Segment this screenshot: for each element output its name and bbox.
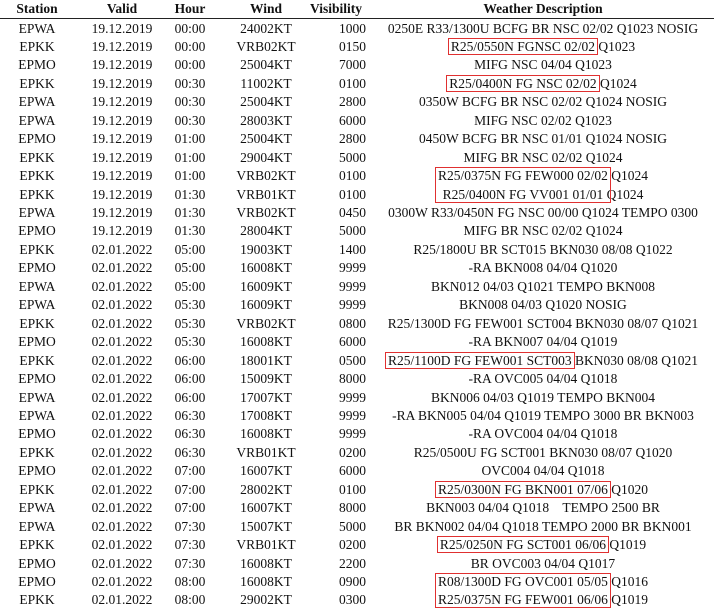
header-station: Station bbox=[16, 1, 58, 16]
visibility-cell: 0300 bbox=[339, 592, 366, 608]
table-row bbox=[0, 370, 714, 389]
hour-cell: 00:30 bbox=[174, 94, 206, 110]
description-text: MIFG NSC 02/02 Q1023 bbox=[474, 112, 612, 128]
visibility-cell: 0200 bbox=[339, 537, 366, 553]
table-row bbox=[0, 425, 714, 444]
hour-cell: 01:00 bbox=[174, 168, 206, 184]
description-text: BKN030 08/08 Q1021 bbox=[575, 352, 699, 368]
description-text: -RA OVC005 04/04 Q1018 bbox=[468, 371, 618, 387]
visibility-cell: 0150 bbox=[339, 38, 366, 54]
valid-cell: 02.01.2022 bbox=[91, 278, 153, 294]
weather-description-cell bbox=[372, 592, 714, 608]
visibility-cell: 0800 bbox=[339, 315, 366, 331]
description-text: R25/1800U BR SCT015 BKN030 08/08 Q1022 bbox=[413, 241, 673, 257]
description-text: BKN006 04/03 Q1019 TEMPO BKN004 bbox=[430, 389, 655, 405]
valid-cell: 19.12.2019 bbox=[91, 149, 153, 165]
visibility-cell: 6000 bbox=[339, 112, 366, 128]
station-cell: EPMO bbox=[18, 371, 56, 387]
station-cell: EPWA bbox=[18, 407, 56, 423]
visibility-cell: 7000 bbox=[339, 57, 366, 73]
hour-cell: 07:30 bbox=[174, 518, 206, 534]
visibility-cell: 2800 bbox=[339, 131, 366, 147]
station-cell: EPMO bbox=[18, 260, 56, 276]
table-row bbox=[0, 130, 714, 149]
table-row bbox=[0, 536, 714, 555]
highlighted-runway-group: R25/0375N FG FEW001 06/06 bbox=[437, 592, 608, 608]
wind-cell: 25004KT bbox=[240, 57, 292, 73]
weather-description-cell bbox=[372, 297, 714, 313]
valid-cell: 19.12.2019 bbox=[91, 168, 153, 184]
wind-cell: 18001KT bbox=[240, 352, 292, 368]
description-text: Q1016 bbox=[611, 574, 648, 589]
wind-cell: 16008KT bbox=[240, 260, 292, 276]
table-row bbox=[0, 204, 714, 223]
valid-cell: 19.12.2019 bbox=[91, 94, 153, 110]
weather-description-cell bbox=[372, 94, 714, 110]
valid-cell: 02.01.2022 bbox=[91, 481, 153, 497]
weather-description-cell bbox=[372, 390, 714, 406]
hour-cell: 07:00 bbox=[174, 463, 206, 479]
weather-description-cell bbox=[372, 482, 714, 498]
hour-cell: 06:30 bbox=[174, 444, 206, 460]
table-row bbox=[0, 315, 714, 334]
visibility-cell: 8000 bbox=[339, 500, 366, 516]
description-text: BKN008 04/03 Q1020 NOSIG bbox=[459, 297, 627, 313]
hour-cell: 00:30 bbox=[174, 75, 206, 91]
description-text: BR BKN002 04/04 Q1018 TEMPO 2000 BR BKN001 bbox=[394, 518, 692, 534]
weather-description-cell bbox=[372, 445, 714, 461]
table-row bbox=[0, 389, 714, 408]
wind-cell: 15009KT bbox=[240, 371, 292, 387]
valid-cell: 02.01.2022 bbox=[91, 241, 153, 257]
table-row bbox=[0, 149, 714, 168]
weather-description-cell bbox=[372, 223, 714, 239]
station-cell: EPKK bbox=[19, 186, 55, 202]
table-header bbox=[0, 0, 714, 19]
valid-cell: 02.01.2022 bbox=[91, 352, 153, 368]
wind-cell: VRB02KT bbox=[236, 168, 296, 184]
description-text: Q1019 bbox=[609, 537, 647, 553]
visibility-cell: 0100 bbox=[339, 186, 366, 202]
wind-cell: 16008KT bbox=[240, 555, 292, 571]
visibility-cell: 0450 bbox=[339, 205, 366, 220]
highlighted-runway-group: R08/1300D FG OVC001 05/05 bbox=[437, 574, 608, 589]
hour-cell: 05:00 bbox=[174, 260, 206, 276]
hour-cell: 05:30 bbox=[174, 334, 206, 350]
wind-cell: VRB01KT bbox=[236, 537, 296, 553]
station-cell: EPWA bbox=[18, 94, 56, 110]
wind-cell: 16009KT bbox=[240, 278, 292, 294]
station-cell: EPKK bbox=[19, 241, 55, 257]
valid-cell: 19.12.2019 bbox=[91, 186, 153, 202]
weather-description-cell bbox=[372, 242, 714, 258]
hour-cell: 01:30 bbox=[174, 223, 206, 239]
table-row bbox=[0, 499, 714, 518]
header-visibility: Visibility bbox=[309, 1, 362, 16]
valid-cell: 19.12.2019 bbox=[91, 38, 153, 54]
weather-description-cell bbox=[372, 168, 714, 184]
weather-description-cell bbox=[372, 131, 714, 147]
table-row bbox=[0, 222, 714, 241]
wind-cell: 11002KT bbox=[240, 75, 292, 91]
valid-cell: 19.12.2019 bbox=[91, 131, 153, 147]
visibility-cell: 9999 bbox=[339, 278, 366, 294]
wind-cell: VRB01KT bbox=[236, 186, 296, 202]
wind-cell: 16008KT bbox=[240, 334, 292, 350]
hour-cell: 01:30 bbox=[174, 186, 206, 202]
table-row bbox=[0, 481, 714, 500]
visibility-cell: 6000 bbox=[339, 463, 366, 479]
weather-description-cell bbox=[372, 279, 714, 295]
visibility-cell: 5000 bbox=[339, 149, 366, 165]
visibility-cell: 9999 bbox=[339, 389, 366, 405]
valid-cell: 19.12.2019 bbox=[91, 57, 153, 73]
valid-cell: 02.01.2022 bbox=[91, 500, 153, 516]
hour-cell: 00:30 bbox=[174, 112, 206, 128]
visibility-cell: 1000 bbox=[339, 20, 366, 36]
wind-cell: 19003KT bbox=[240, 241, 292, 257]
station-cell: EPWA bbox=[18, 389, 56, 405]
valid-cell: 19.12.2019 bbox=[91, 20, 153, 36]
station-cell: EPWA bbox=[18, 518, 56, 534]
wind-cell: 25004KT bbox=[240, 131, 292, 147]
station-cell: EPKK bbox=[19, 38, 55, 54]
station-cell: EPMO bbox=[18, 57, 56, 73]
valid-cell: 02.01.2022 bbox=[91, 371, 153, 387]
wind-cell: VRB02KT bbox=[236, 205, 296, 220]
description-text: 0300W R33/0450N FG NSC 00/00 Q1024 TEMPO 0300 bbox=[388, 205, 698, 220]
station-cell: EPKK bbox=[19, 168, 55, 184]
hour-cell: 05:30 bbox=[174, 297, 206, 313]
visibility-cell: 9999 bbox=[339, 260, 366, 276]
table-row bbox=[0, 352, 714, 371]
valid-cell: 02.01.2022 bbox=[91, 592, 153, 608]
weather-description-cell bbox=[372, 537, 714, 553]
weather-description-cell bbox=[372, 187, 714, 203]
description-text: 0350W BCFG BR NSC 02/02 Q1024 NOSIG bbox=[418, 94, 668, 110]
station-cell: EPWA bbox=[18, 500, 56, 516]
description-text: Q1024 bbox=[606, 186, 644, 202]
visibility-cell: 0100 bbox=[339, 75, 366, 91]
header-valid: Valid bbox=[106, 1, 138, 16]
hour-cell: 06:30 bbox=[174, 407, 206, 423]
wind-cell: 16007KT bbox=[240, 500, 292, 516]
visibility-cell: 5000 bbox=[339, 223, 366, 239]
table-row bbox=[0, 75, 714, 94]
wind-cell: 28003KT bbox=[240, 112, 292, 128]
valid-cell: 02.01.2022 bbox=[91, 297, 153, 313]
station-cell: EPKK bbox=[19, 481, 55, 497]
valid-cell: 02.01.2022 bbox=[91, 574, 153, 589]
hour-cell: 07:00 bbox=[174, 481, 206, 497]
station-cell: EPWA bbox=[18, 278, 56, 294]
wind-cell: 16007KT bbox=[240, 463, 292, 479]
description-text: MIFG BR NSC 02/02 Q1024 bbox=[463, 223, 623, 239]
valid-cell: 02.01.2022 bbox=[91, 463, 153, 479]
hour-cell: 08:00 bbox=[174, 574, 206, 589]
table-row bbox=[0, 278, 714, 297]
table-row bbox=[0, 112, 714, 131]
wind-cell: VRB02KT bbox=[236, 38, 296, 54]
description-text: BKN003 04/04 Q1018 TEMPO 2500 BR bbox=[426, 500, 660, 516]
valid-cell: 02.01.2022 bbox=[91, 444, 153, 460]
visibility-cell: 6000 bbox=[339, 334, 366, 350]
description-text: OVC004 04/04 Q1018 bbox=[481, 463, 605, 479]
description-text: -RA BKN008 04/04 Q1020 bbox=[468, 260, 618, 276]
wind-cell: 28004KT bbox=[240, 223, 292, 239]
visibility-cell: 8000 bbox=[339, 371, 366, 387]
wind-cell: 16009KT bbox=[240, 297, 292, 313]
wind-cell: 24002KT bbox=[240, 20, 292, 36]
station-cell: EPMO bbox=[18, 463, 56, 479]
valid-cell: 19.12.2019 bbox=[91, 223, 153, 239]
visibility-cell: 9999 bbox=[339, 407, 366, 423]
weather-description-cell bbox=[372, 113, 714, 129]
table-row bbox=[0, 20, 714, 39]
description-text: Q1020 bbox=[611, 481, 648, 497]
wind-cell: 29002KT bbox=[240, 592, 292, 608]
description-text: -RA OVC004 04/04 Q1018 bbox=[468, 426, 618, 442]
hour-cell: 06:30 bbox=[174, 426, 206, 442]
table-row bbox=[0, 407, 714, 426]
valid-cell: 19.12.2019 bbox=[91, 112, 153, 128]
weather-description-cell bbox=[372, 463, 714, 479]
table-row bbox=[0, 186, 714, 205]
weather-description-cell bbox=[372, 426, 714, 442]
header-wind: Wind bbox=[249, 1, 283, 16]
table-row bbox=[0, 38, 714, 57]
visibility-cell: 9999 bbox=[339, 426, 366, 442]
hour-cell: 07:00 bbox=[174, 500, 206, 516]
description-text: 0450W BCFG BR NSC 01/01 Q1024 NOSIG bbox=[418, 131, 668, 147]
description-text: MIFG NSC 04/04 Q1023 bbox=[474, 57, 612, 73]
valid-cell: 02.01.2022 bbox=[91, 407, 153, 423]
station-cell: EPKK bbox=[19, 149, 55, 165]
weather-description-cell bbox=[372, 371, 714, 387]
valid-cell: 02.01.2022 bbox=[91, 389, 153, 405]
description-text: -RA BKN007 04/04 Q1019 bbox=[468, 334, 618, 350]
station-cell: EPMO bbox=[18, 131, 56, 147]
description-text: BKN012 04/03 Q1021 TEMPO BKN008 bbox=[430, 278, 655, 294]
station-cell: EPKK bbox=[19, 444, 55, 460]
valid-cell: 02.01.2022 bbox=[91, 555, 153, 571]
description-text: R25/1300D FG FEW001 SCT004 BKN030 08/07 Q1021 bbox=[387, 315, 699, 331]
weather-description-cell bbox=[372, 57, 714, 73]
hour-cell: 06:00 bbox=[174, 371, 206, 387]
valid-cell: 02.01.2022 bbox=[91, 334, 153, 350]
description-text: Q1024 bbox=[611, 168, 648, 184]
station-cell: EPWA bbox=[18, 297, 56, 313]
visibility-cell: 9999 bbox=[339, 297, 366, 313]
hour-cell: 06:00 bbox=[174, 352, 206, 368]
station-cell: EPMO bbox=[18, 574, 56, 589]
description-text: Q1023 bbox=[598, 38, 636, 54]
table-row bbox=[0, 259, 714, 278]
wind-cell: VRB02KT bbox=[236, 315, 296, 331]
station-cell: EPKK bbox=[19, 592, 55, 608]
weather-description-cell bbox=[372, 205, 714, 221]
wind-cell: 25004KT bbox=[240, 94, 292, 110]
weather-description-cell bbox=[372, 150, 714, 166]
weather-description-cell bbox=[372, 316, 714, 332]
description-text: MIFG BR NSC 02/02 Q1024 bbox=[463, 149, 623, 165]
station-cell: EPMO bbox=[18, 555, 56, 571]
station-cell: EPMO bbox=[18, 334, 56, 350]
table-row bbox=[0, 462, 714, 481]
visibility-cell: 0200 bbox=[339, 444, 366, 460]
valid-cell: 02.01.2022 bbox=[91, 260, 153, 276]
table-row bbox=[0, 555, 714, 574]
hour-cell: 05:30 bbox=[174, 315, 206, 331]
hour-cell: 00:00 bbox=[174, 38, 206, 54]
highlighted-runway-group: R25/0400N FG NSC 02/02 bbox=[449, 75, 597, 91]
wind-cell: 29004KT bbox=[240, 149, 292, 165]
valid-cell: 19.12.2019 bbox=[91, 75, 153, 91]
hour-cell: 01:30 bbox=[174, 205, 206, 220]
weather-description-cell bbox=[372, 21, 714, 37]
wind-cell: 28002KT bbox=[240, 481, 292, 497]
wind-cell: 17007KT bbox=[240, 389, 292, 405]
table-row bbox=[0, 167, 714, 186]
station-cell: EPWA bbox=[18, 205, 56, 220]
wind-cell: VRB01KT bbox=[236, 444, 296, 460]
visibility-cell: 2800 bbox=[339, 94, 366, 110]
station-cell: EPMO bbox=[18, 426, 56, 442]
station-cell: EPKK bbox=[19, 315, 55, 331]
valid-cell: 02.01.2022 bbox=[91, 537, 153, 553]
hour-cell: 06:00 bbox=[174, 389, 206, 405]
hour-cell: 08:00 bbox=[174, 592, 206, 608]
wind-cell: 17008KT bbox=[240, 407, 292, 423]
header-hour: Hour bbox=[174, 1, 206, 16]
table-row bbox=[0, 518, 714, 537]
header-weather-description: Weather Description bbox=[483, 1, 603, 16]
table-row bbox=[0, 241, 714, 260]
station-cell: EPWA bbox=[18, 112, 56, 128]
hour-cell: 07:30 bbox=[174, 537, 206, 553]
valid-cell: 19.12.2019 bbox=[91, 205, 153, 220]
hour-cell: 07:30 bbox=[174, 555, 206, 571]
visibility-cell: 0100 bbox=[339, 481, 366, 497]
weather-description-cell bbox=[372, 556, 714, 572]
visibility-cell: 0100 bbox=[339, 168, 366, 184]
weather-description-cell bbox=[372, 574, 714, 590]
highlighted-runway-group: R25/1100D FG FEW001 SCT003 bbox=[387, 352, 572, 368]
table-row bbox=[0, 444, 714, 463]
hour-cell: 05:00 bbox=[174, 278, 206, 294]
description-text: BR OVC003 04/04 Q1017 bbox=[470, 555, 616, 571]
valid-cell: 02.01.2022 bbox=[91, 518, 153, 534]
valid-cell: 02.01.2022 bbox=[91, 315, 153, 331]
visibility-cell: 0500 bbox=[339, 352, 366, 368]
weather-description-cell bbox=[372, 260, 714, 276]
table-row bbox=[0, 591, 714, 610]
table-row bbox=[0, 333, 714, 352]
hour-cell: 00:00 bbox=[174, 57, 206, 73]
visibility-cell: 5000 bbox=[339, 518, 366, 534]
table-row bbox=[0, 573, 714, 592]
visibility-cell: 2200 bbox=[339, 555, 366, 571]
table-row bbox=[0, 93, 714, 112]
table-row bbox=[0, 56, 714, 75]
description-text: R25/0500U FG SCT001 BKN030 08/07 Q1020 bbox=[413, 444, 673, 460]
visibility-cell: 0900 bbox=[339, 574, 366, 589]
table-row bbox=[0, 296, 714, 315]
hour-cell: 05:00 bbox=[174, 241, 206, 257]
station-cell: EPKK bbox=[19, 75, 55, 91]
weather-description-cell bbox=[372, 334, 714, 350]
weather-description-cell bbox=[372, 353, 714, 369]
highlighted-runway-group: R25/0300N FG BKN001 07/06 bbox=[437, 481, 608, 497]
wind-cell: 15007KT bbox=[240, 518, 292, 534]
weather-description-cell bbox=[372, 76, 714, 92]
station-cell: EPWA bbox=[18, 20, 56, 36]
highlighted-runway-group: R25/0550N FGNSC 02/02 bbox=[450, 38, 595, 54]
hour-cell: 01:00 bbox=[174, 131, 206, 147]
description-text: -RA BKN005 04/04 Q1019 TEMPO 3000 BR BKN003 bbox=[392, 407, 694, 423]
highlighted-runway-group: R25/0400N FG VV001 01/01 bbox=[442, 186, 604, 202]
hour-cell: 01:00 bbox=[174, 149, 206, 165]
weather-description-cell bbox=[372, 519, 714, 535]
wind-cell: 16008KT bbox=[240, 426, 292, 442]
highlighted-runway-group: R25/0375N FG FEW000 02/02 bbox=[437, 168, 608, 184]
wind-cell: 16008KT bbox=[240, 574, 292, 589]
description-text: Q1024 bbox=[600, 75, 637, 91]
station-cell: EPKK bbox=[19, 537, 55, 553]
hour-cell: 00:00 bbox=[174, 20, 206, 36]
station-cell: EPMO bbox=[18, 223, 56, 239]
description-text: Q1019 bbox=[611, 592, 648, 608]
weather-description-cell bbox=[372, 500, 714, 516]
valid-cell: 02.01.2022 bbox=[91, 426, 153, 442]
visibility-cell: 1400 bbox=[339, 241, 366, 257]
highlighted-runway-group: R25/0250N FG SCT001 06/06 bbox=[439, 537, 607, 553]
description-text: 0250E R33/1300U BCFG BR NSC 02/02 Q1023 NOSIG bbox=[387, 20, 699, 36]
weather-description-cell bbox=[372, 408, 714, 424]
weather-description-cell bbox=[372, 39, 714, 55]
station-cell: EPKK bbox=[19, 352, 55, 368]
